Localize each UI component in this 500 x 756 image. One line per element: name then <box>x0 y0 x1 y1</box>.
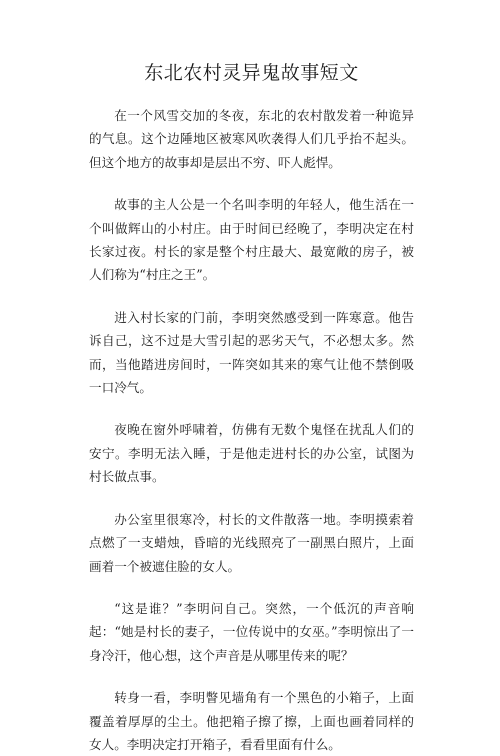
paragraph-3: 进入村长家的门前，李明突然感受到一阵寒意。他告诉自己，这不过是大雪引起的恶劣天气，不必想太多。然而，当他踏进房间时，一阵突如其来的寒气让他不禁倒吸一口冷气。 <box>89 309 414 396</box>
document-title: 东北农村灵异鬼故事短文 <box>144 62 359 84</box>
paragraph-6: “这是谁？”李明问自己。突然，一个低沉的声音响起：“她是村长的妻子，一位传说中的女巫。”李明惊出了一身冷汗，他心想，这个声音是从哪里传来的呢？ <box>89 600 414 663</box>
paragraph-2: 故事的主人公是一个名叫李明的年轻人，他生活在一个叫做辉山的小村庄。由于时间已经晚了，李明决定在村长家过夜。村长的家是整个村庄最大、最宽敞的房子，被人们称为“村庄之王”。 <box>89 197 414 283</box>
paragraph-7: 转身一看，李明瞥见墙角有一个黑色的小箱子，上面覆盖着厚厚的尘土。他把箱子擦了擦，上面也画着同样的女人。李明决定打开箱子，看看里面有什么。 <box>89 690 414 752</box>
paragraph-1: 在一个风雪交加的冬夜，东北的农村散发着一种诡异的气息。这个边陲地区被寒风吹袭得人们几乎抬不起头。但这个地方的故事却是层出不穷、吓人彪悍。 <box>89 108 414 170</box>
paragraph-4: 夜晚在窗外呼啸着，仿佛有无数个鬼怪在扰乱人们的安宁。李明无法入睡，于是他走进村长的办公室，试图为村长做点事。 <box>89 422 414 485</box>
paragraph-5: 办公室里很寒冷，村长的文件散落一地。李明摸索着点燃了一支蜡烛，昏暗的光线照亮了一副黑白照片，上面画着一个被遮住脸的女人。 <box>89 511 414 574</box>
